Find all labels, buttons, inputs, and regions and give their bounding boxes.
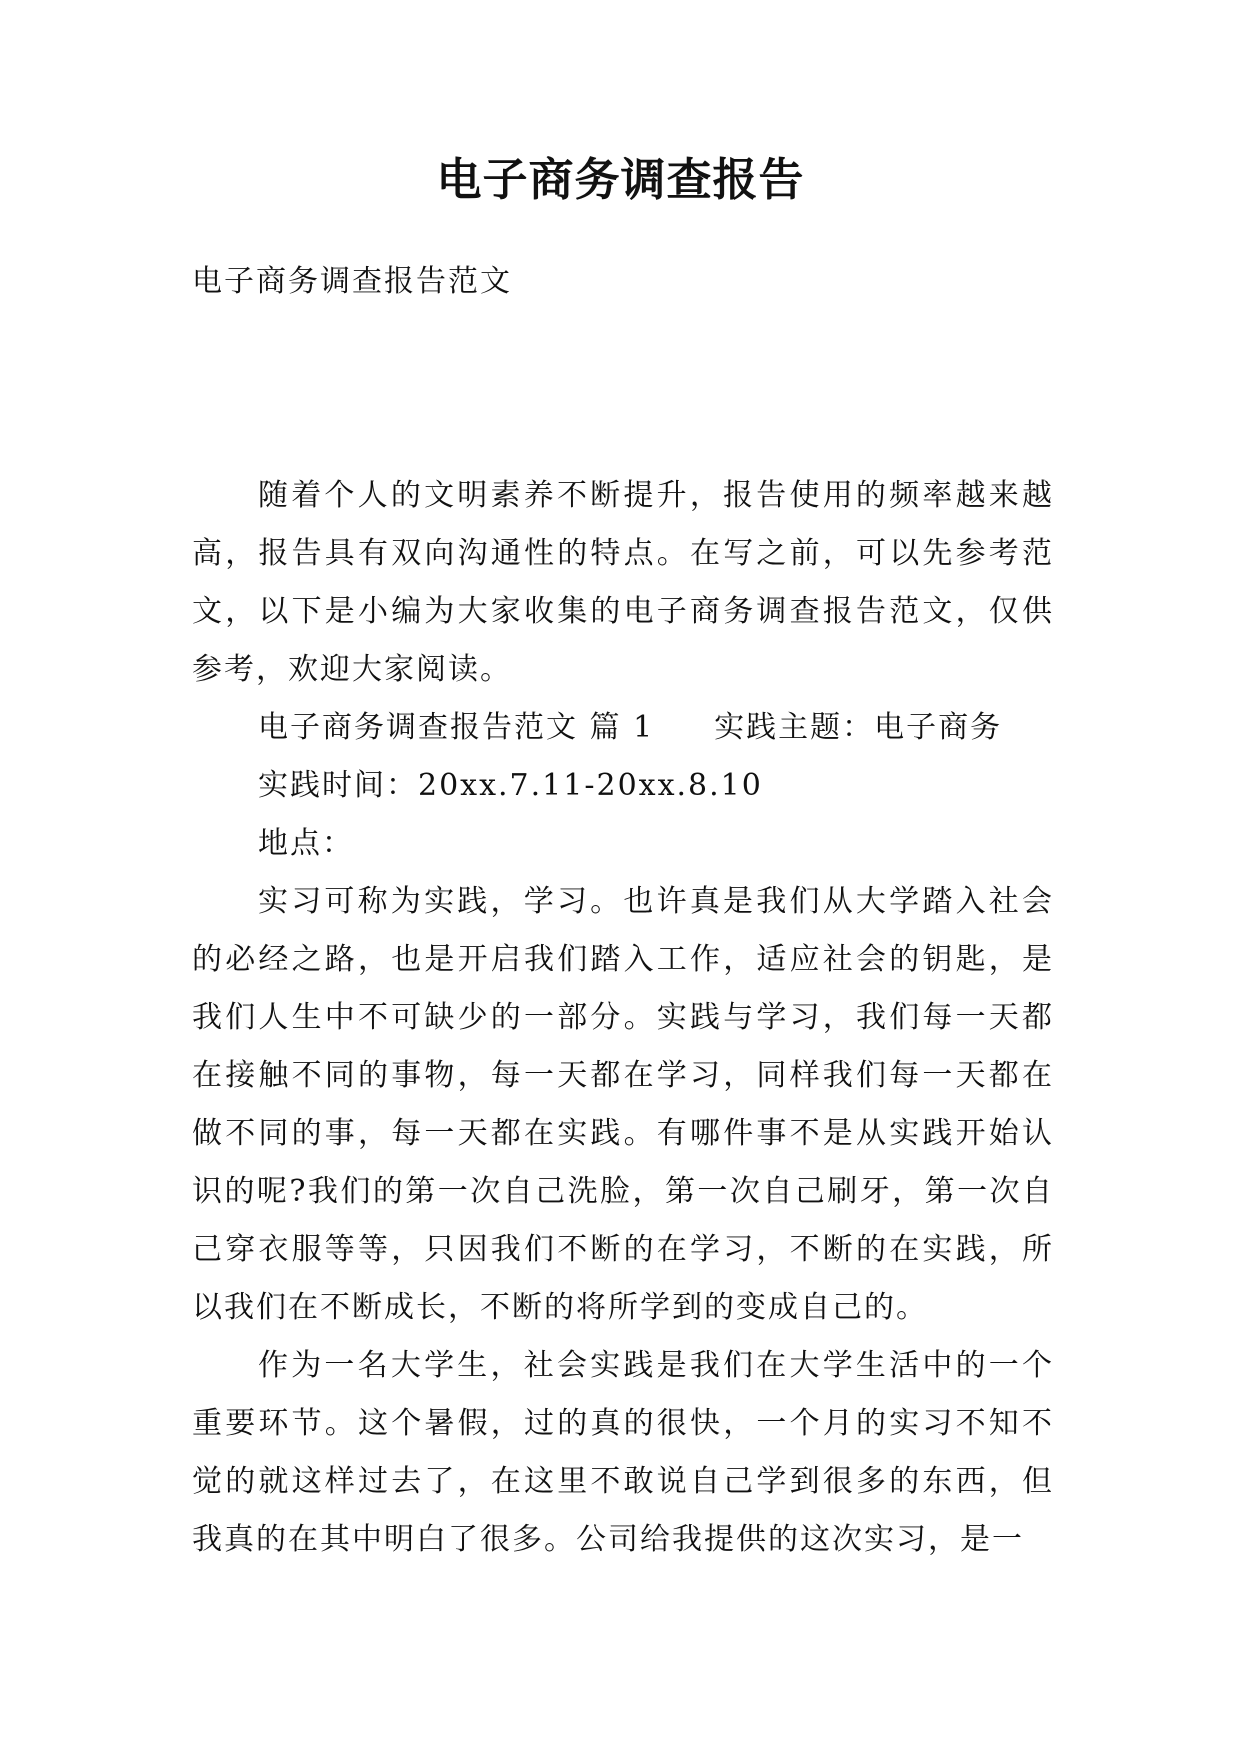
location-label: 地点： [258, 826, 354, 861]
body-paragraph-2: 实习可称为实践，学习。也许真是我们从大学踏入社会的必经之路，也是开启我们踏入工作，适应社会的钥匙，是我们人生中不可缺少的一部分。实践与学习，我们每一天都在接触不同的事物，每一天都在学习，同样我们每一天都在做不同的事，每一天都在实践。有哪件事不是从实践开始认识的呢?我们的第一次自己洗脸，第一次自己刷牙，第一次自己穿衣服等等，只因我们不断的在学习，不断的在实践，所以我们在不断成长，不断的将所学到的变成自己的。 [192, 884, 1054, 1325]
section-heading-line [192, 699, 1054, 757]
section-heading: 电子商务调查报告范文 篇 1 [258, 710, 655, 745]
practice-theme: 实践主题：电子商务 [714, 710, 1003, 745]
document-subtitle: 电子商务调查报告范文 [192, 264, 512, 299]
document-body [192, 467, 1054, 1569]
intro-paragraph: 随着个人的文明素养不断提升，报告使用的频率越来越高，报告具有双向沟通性的特点。在写之前，可以先参考范文，以下是小编为大家收集的电子商务调查报告范文，仅供参考，欢迎大家阅读。 [192, 478, 1054, 687]
document-title: 电子商务调查报告 [436, 153, 805, 206]
body-paragraph-3: 作为一名大学生，社会实践是我们在大学生活中的一个重要环节。这个暑假，过的真的很快，一个月的实习不知不觉的就这样过去了，在这里不敢说自己学到很多的东西，但我真的在其中明白了很多。公司给我提供的这次实习，是一 [192, 1348, 1054, 1557]
practice-time: 实践时间：20xx.7.11-20xx.8.10 [258, 768, 763, 803]
